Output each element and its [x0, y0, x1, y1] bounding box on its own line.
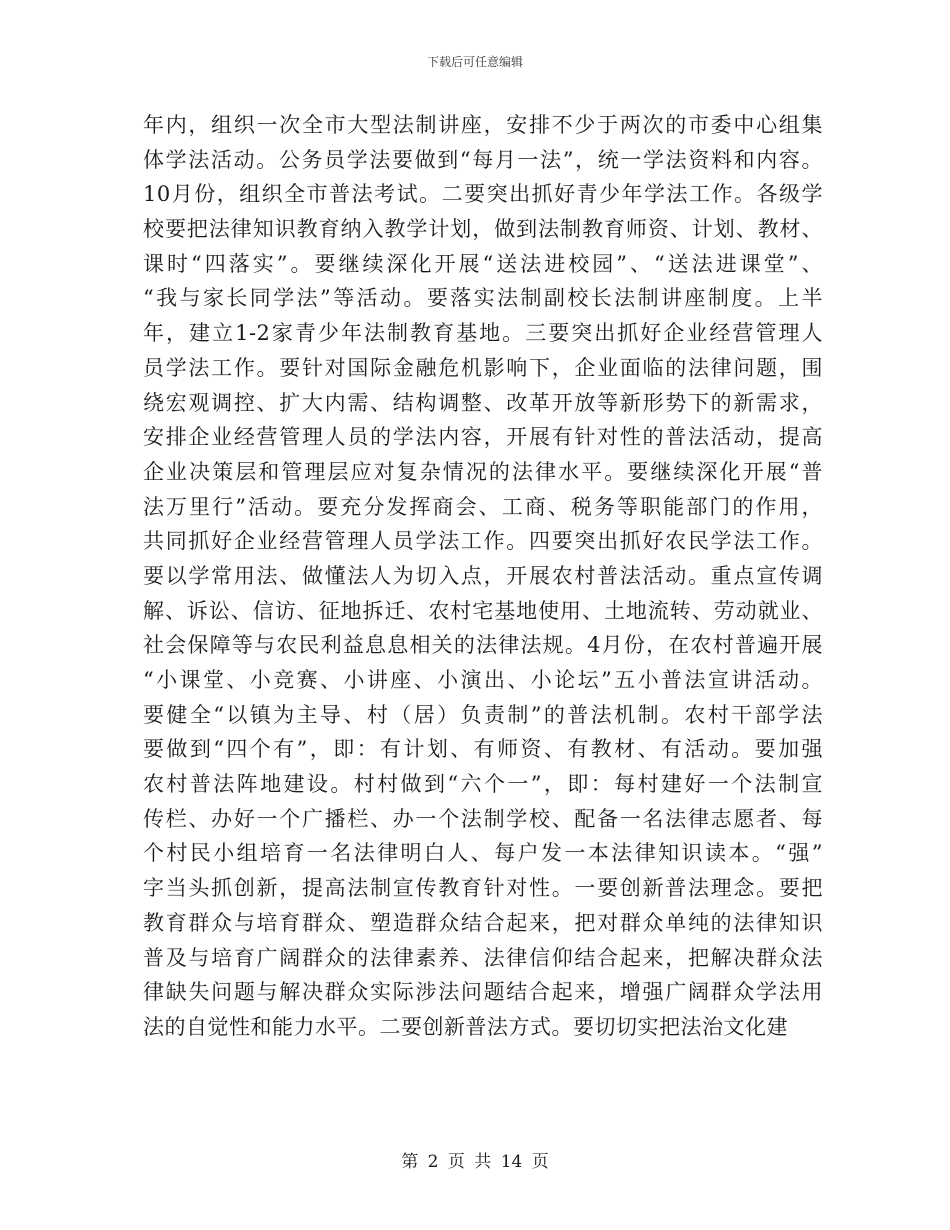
body-line: “我与家长同学法”等活动。要落实法制副校长法制讲座制度。上半: [143, 286, 823, 311]
page-header: 下载后可任意编辑: [426, 55, 523, 69]
body-line: 要以学常用法、做懂法人为切入点，开展农村普法活动。重点宣传调: [143, 563, 823, 588]
body-line: 字当头抓创新，提高法制宣传教育针对性。一要创新普法理念。要把: [143, 876, 823, 901]
body-line: 要做到“四个有”，即：有计划、有师资、有教材、有活动。要加强: [143, 737, 823, 762]
body-line: 解、诉讼、信访、征地拆迁、农村宅基地使用、土地流转、劳动就业、: [143, 598, 823, 623]
body-line: 企业决策层和管理层应对复杂情况的法律水平。要继续深化开展“普: [143, 459, 823, 484]
body-line: 农村普法阵地建设。村村做到“六个一”，即：每村建好一个法制宣: [143, 772, 823, 797]
body-line: 传栏、办好一个广播栏、办一个法制学校、配备一名法律志愿者、每: [143, 806, 823, 831]
body-line: 安排企业经营管理人员的学法内容，开展有针对性的普法活动，提高: [143, 425, 823, 450]
body-line: 共同抓好企业经营管理人员学法工作。四要突出抓好农民学法工作。: [143, 529, 823, 554]
body-line: 法万里行”活动。要充分发挥商会、工商、税务等职能部门的作用，: [143, 494, 823, 519]
body-line: 绕宏观调控、扩大内需、结构调整、改革开放等新形势下的新需求，: [143, 390, 823, 415]
body-line: 校要把法律知识教育纳入教学计划，做到法制教育师资、计划、教材、: [143, 217, 823, 242]
body-line: 10月份，组织全市普法考试。二要突出抓好青少年学法工作。各级学: [143, 182, 823, 207]
body-line: 要健全“以镇为主导、村（居）负责制”的普法机制。农村干部学法: [143, 702, 823, 727]
body-line: 普及与培育广阔群众的法律素养、法律信仰结合起来，把解决群众法: [143, 945, 823, 970]
body-line: 教育群众与培育群众、塑造群众结合起来，把对群众单纯的法律知识: [143, 910, 823, 935]
body-line: 年，建立1-2家青少年法制教育基地。三要突出抓好企业经营管理人: [143, 321, 823, 346]
body-line: “小课堂、小竞赛、小讲座、小演出、小论坛”五小普法宣讲活动。: [143, 668, 823, 692]
body-line: 年内，组织一次全市大型法制讲座，安排不少于两次的市委中心组集: [143, 113, 823, 137]
document-body: [143, 108, 823, 1045]
body-line: 个村民小组培育一名法律明白人、每户发一本法律知识读本。“强”: [143, 841, 823, 866]
body-line: 体学法活动。公务员学法要做到“每月一法”，统一学法资料和内容。: [143, 147, 823, 172]
body-line: 员学法工作。要针对国际金融危机影响下，企业面临的法律问题，围: [143, 355, 823, 380]
body-line: 律缺失问题与解决群众实际涉法问题结合起来，增强广阔群众学法用: [143, 980, 823, 1005]
body-line: 社会保障等与农民利益息息相关的法律法规。4月份，在农村普遍开展: [143, 633, 823, 658]
body-line: 法的自觉性和能力水平。二要创新普法方式。要切切实把法治文化建: [143, 1014, 788, 1039]
page-number-footer: 第 2 页 共 14 页: [401, 1152, 549, 1172]
body-line: 课时“四落实”。要继续深化开展“送法进校园”、“送法进课堂”、: [143, 251, 823, 276]
